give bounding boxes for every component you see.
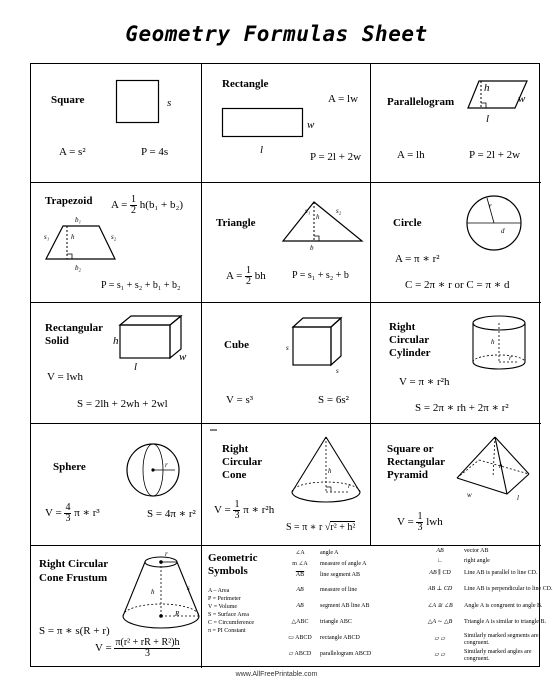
symbol-angle: ∠A bbox=[295, 550, 305, 556]
frustum-R-label: R bbox=[175, 610, 180, 618]
cube-volume: V = s³ bbox=[226, 394, 254, 406]
symbol-segment-line-desc: segment AB line AB bbox=[320, 603, 370, 609]
parallelogram-title: Parallelogram bbox=[387, 96, 455, 108]
cell-parallelogram bbox=[371, 64, 541, 183]
circle-area: A = π ∗ r² bbox=[395, 253, 440, 265]
page-title: Geometry Formulas Sheet bbox=[125, 22, 428, 46]
cell-geometric-symbols bbox=[202, 546, 553, 668]
rect-solid-title-2: Solid bbox=[45, 335, 69, 347]
symbol-parallelogram: ▱ ABCD bbox=[288, 651, 312, 657]
square-figure bbox=[116, 80, 160, 124]
cell-cone bbox=[202, 424, 371, 546]
cube-s-bottom-label: s bbox=[336, 367, 339, 375]
cube-s-left-label: s bbox=[286, 344, 289, 352]
cylinder-h-label: h bbox=[491, 338, 495, 346]
symbol-parallel-desc: Line AB is parallel to line CD. bbox=[464, 570, 538, 576]
rect-solid-h-label: h bbox=[113, 335, 119, 347]
symbol-similar-triangle: △A ∼ △B bbox=[427, 619, 453, 625]
footer-url[interactable]: www.AllFreePrintable.com bbox=[235, 671, 318, 678]
rectangle-title: Rectangle bbox=[222, 78, 269, 90]
rect-solid-surface: S = 2lh + 2wh + 2wl bbox=[77, 398, 168, 410]
symbol-triangle-desc: triangle ABC bbox=[320, 619, 352, 625]
frustum-figure bbox=[119, 552, 203, 632]
triangle-h-label: h bbox=[316, 213, 320, 221]
cylinder-title-3: Cylinder bbox=[389, 347, 431, 359]
symbol-segment-line: AB bbox=[296, 603, 304, 609]
cell-sphere bbox=[31, 424, 202, 546]
triangle-perimeter: P = s₁ + s₂ + b bbox=[292, 270, 349, 281]
cell-triangle bbox=[202, 183, 371, 303]
symbol-triangle: △ABC bbox=[291, 619, 309, 625]
parallelogram-h-label: h bbox=[484, 82, 490, 94]
symbol-similar-triangle-desc: Triangle A is similar to triangle B. bbox=[464, 619, 546, 625]
symbol-rectangle-desc: rectangle ABCD bbox=[320, 635, 360, 641]
symbol-right-angle: ∟ bbox=[437, 558, 443, 564]
cylinder-surface: S = 2π ∗ rh + 2π ∗ r² bbox=[415, 402, 509, 414]
rect-solid-volume: V = lwh bbox=[47, 371, 83, 383]
frustum-title-2: Cone Frustum bbox=[39, 572, 108, 584]
cube-surface: S = 6s² bbox=[318, 394, 349, 406]
circle-title: Circle bbox=[393, 217, 422, 229]
legend-volume: V = Volume bbox=[208, 604, 238, 610]
symbol-measure-angle: m ∠A bbox=[292, 561, 308, 567]
rect-solid-title-1: Rectangular bbox=[45, 322, 104, 334]
frustum-surface: S = π ∗ s(R + r) bbox=[39, 625, 110, 637]
frustum-r-label: r bbox=[165, 550, 168, 558]
symbol-congruent-angle-desc: Angle A is congruent to angle B. bbox=[464, 603, 543, 609]
legend-area: A – Area bbox=[208, 588, 230, 594]
frustum-s-label: s bbox=[187, 584, 190, 592]
pyramid-w-label: w bbox=[467, 491, 472, 499]
parallelogram-l-label: l bbox=[486, 113, 490, 125]
trapezoid-b1-label: b₁ bbox=[75, 216, 81, 224]
sphere-figure bbox=[125, 442, 181, 498]
cube-title: Cube bbox=[224, 339, 250, 351]
cell-pyramid bbox=[371, 424, 541, 546]
rectangle-perimeter: P = 2l + 2w bbox=[310, 151, 362, 163]
symbol-right-angle-desc: right angle bbox=[464, 558, 490, 564]
cone-volume: V = $\frac{1}{3}$ π ∗ r²h bbox=[214, 499, 275, 521]
cell-rectangle bbox=[202, 64, 371, 183]
triangle-area: A = $\frac{1}{2}$ bh bbox=[226, 265, 266, 287]
trapezoid-h-label: h bbox=[71, 233, 75, 241]
cell-rectangular-solid bbox=[31, 303, 202, 424]
symbol-marked-segments-desc: Similarly marked segments are congruent. bbox=[464, 633, 539, 646]
cell-square bbox=[31, 64, 202, 183]
symbol-line-segment: $\overline{AB}$ bbox=[295, 572, 305, 578]
symbol-rectangle: ▭ ABCD bbox=[288, 635, 312, 641]
cone-title-3: Cone bbox=[222, 469, 247, 481]
cylinder-figure bbox=[471, 315, 527, 371]
parallelogram-area: A = lh bbox=[397, 149, 425, 161]
rectangle-area: A = lw bbox=[328, 93, 359, 105]
symbol-vector-desc: vector AB bbox=[464, 548, 489, 554]
trapezoid-title: Trapezoid bbox=[45, 195, 93, 207]
triangle-title: Triangle bbox=[216, 217, 256, 229]
triangle-b-label: b bbox=[310, 244, 314, 252]
pyramid-title-2: Rectangular bbox=[387, 456, 446, 468]
frustum-h-label: h bbox=[151, 588, 155, 596]
square-area: A = s² bbox=[59, 146, 86, 158]
rectangle-figure bbox=[222, 108, 304, 138]
cylinder-title-1: Right bbox=[389, 321, 416, 333]
cone-r-label: r bbox=[348, 482, 351, 490]
cone-title-2: Circular bbox=[222, 456, 263, 468]
pyramid-title-1: Square or bbox=[387, 443, 434, 455]
cell-cube bbox=[202, 303, 371, 424]
circle-d-label: d bbox=[501, 227, 505, 235]
cylinder-r-label: r bbox=[509, 354, 512, 362]
sphere-r-label: r bbox=[165, 461, 168, 469]
legend-circumference: C = Circumference bbox=[208, 620, 255, 626]
cell-frustum bbox=[31, 546, 202, 668]
cone-apex-dash bbox=[210, 429, 218, 431]
symbol-congruent-angle: ∠A ≅ ∠B bbox=[427, 603, 453, 609]
circle-circumference: C = 2π ∗ r or C = π ∗ d bbox=[405, 279, 510, 291]
symbol-angle-desc: angle A bbox=[320, 550, 339, 556]
symbol-perpendicular: AB ⊥ CD bbox=[427, 586, 453, 592]
square-title: Square bbox=[51, 94, 85, 106]
cone-surface: S = π ∗ r √r² + h² bbox=[286, 522, 356, 533]
legend-perimeter: P = Perimeter bbox=[208, 596, 241, 602]
trapezoid-area: A = $\frac{1}{2}$ h(b₁ + b₂) bbox=[111, 194, 183, 216]
symbols-title-2: Symbols bbox=[208, 565, 248, 577]
rect-solid-l-label: l bbox=[134, 361, 138, 373]
symbol-line-segment-desc: line segment AB bbox=[320, 572, 360, 578]
rect-solid-w-label: w bbox=[179, 351, 187, 363]
circle-r-label: r bbox=[489, 202, 492, 210]
symbols-title-1: Geometric bbox=[208, 552, 258, 564]
legend-surface: S = Surface Area bbox=[208, 612, 249, 618]
rectangle-l-label: l bbox=[260, 144, 264, 156]
symbol-marked-angles: ▱ ▱ bbox=[434, 652, 446, 658]
sphere-title: Sphere bbox=[53, 461, 86, 473]
cell-circle bbox=[371, 183, 541, 303]
sphere-volume: V = $\frac{4}{3}$ π ∗ r³ bbox=[45, 502, 100, 524]
cube-figure bbox=[292, 317, 342, 367]
triangle-s1-label: s₁ bbox=[305, 207, 311, 215]
frustum-title-1: Right Circular bbox=[39, 558, 109, 570]
symbol-marked-segments: ▱ ▱ bbox=[434, 636, 446, 642]
pyramid-figure bbox=[455, 436, 531, 496]
trapezoid-figure bbox=[45, 225, 117, 261]
square-side-label: s bbox=[167, 97, 172, 109]
pyramid-volume: V = $\frac{1}{3}$ lwh bbox=[397, 511, 443, 533]
symbol-parallel: AB ∥ CD bbox=[429, 570, 451, 576]
cylinder-title-2: Circular bbox=[389, 334, 430, 346]
cell-cylinder bbox=[371, 303, 541, 424]
symbol-measure-line: AB bbox=[296, 587, 304, 593]
trapezoid-s1-label: s₁ bbox=[44, 233, 50, 241]
parallelogram-w-label: w bbox=[518, 93, 526, 105]
cone-h-label: h bbox=[328, 467, 332, 475]
triangle-figure bbox=[282, 201, 364, 243]
pyramid-title-3: Pyramid bbox=[387, 469, 428, 481]
rectangle-w-label: w bbox=[307, 119, 315, 131]
trapezoid-s2-label: s₂ bbox=[111, 233, 117, 241]
trapezoid-perimeter: P = s₁ + s₂ + b₁ + b₂ bbox=[101, 280, 181, 291]
frustum-volume: V = $\frac{\text{π(r² + rR + R²)h}}{3}$ bbox=[95, 637, 180, 659]
symbol-marked-angles-desc: Similarly marked angles are congruent. bbox=[464, 649, 532, 662]
formula-grid bbox=[30, 63, 553, 667]
square-perimeter: P = 4s bbox=[141, 146, 169, 158]
symbol-perpendicular-desc: Line AB is perpendicular to line CD. bbox=[464, 586, 553, 592]
pyramid-h-label: h bbox=[499, 462, 503, 470]
triangle-s2-label: s₂ bbox=[336, 207, 342, 215]
cell-trapezoid bbox=[31, 183, 202, 303]
symbol-parallelogram-desc: parallelogram ABCD bbox=[320, 651, 372, 657]
symbol-vector: AB bbox=[436, 548, 444, 554]
circle-figure bbox=[465, 194, 523, 252]
rectangular-solid-figure bbox=[119, 315, 183, 359]
legend-pi: π = PI Constant bbox=[208, 628, 246, 634]
cylinder-volume: V = π ∗ r²h bbox=[399, 376, 450, 388]
cone-figure bbox=[290, 436, 362, 504]
trapezoid-b2-label: b₂ bbox=[75, 264, 81, 272]
symbol-measure-angle-desc: measure of angle A bbox=[320, 561, 367, 567]
parallelogram-perimeter: P = 2l + 2w bbox=[469, 149, 521, 161]
symbol-measure-line-desc: measure of line bbox=[320, 587, 357, 593]
pyramid-l-label: l bbox=[517, 494, 519, 502]
cone-title-1: Right bbox=[222, 443, 249, 455]
sphere-surface: S = 4π ∗ r² bbox=[147, 508, 196, 520]
